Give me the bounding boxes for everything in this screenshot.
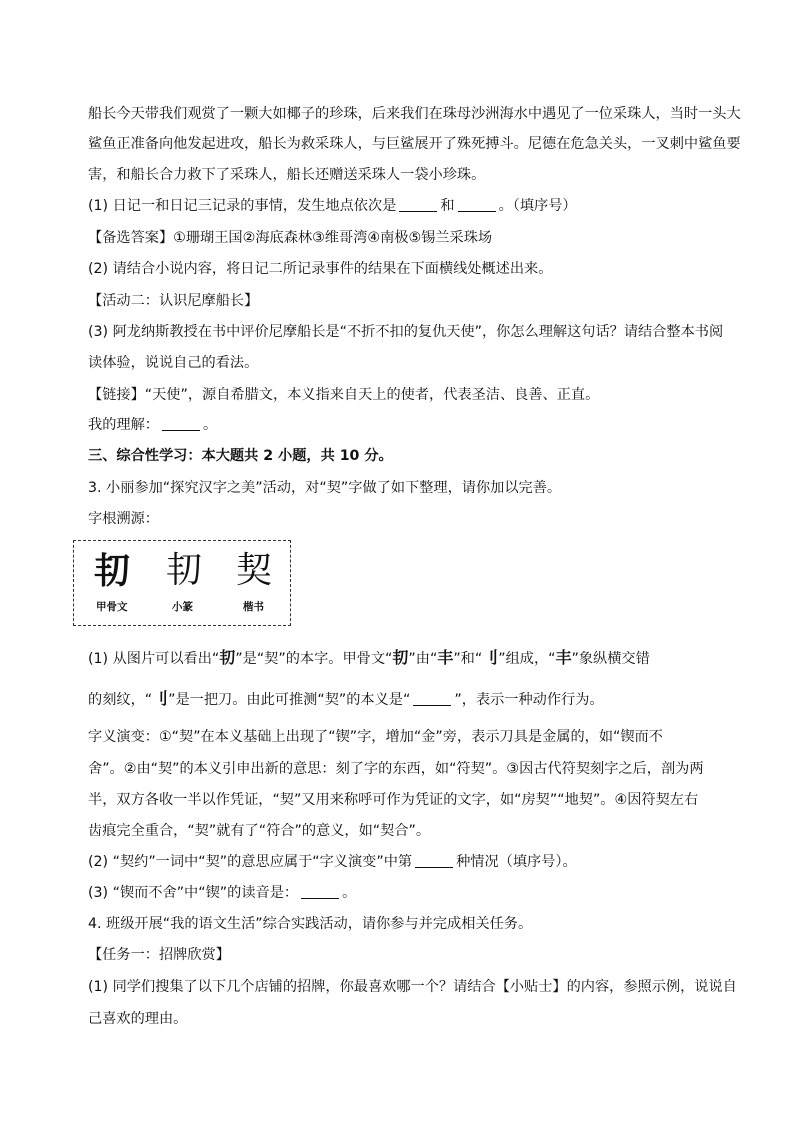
task-question: (1) 同学们搜集了以下几个店铺的招牌，你最喜欢哪一个？请结合【小贴士】的内容，参照示例，说说自 xyxy=(88,979,737,995)
ren-glyph: 㓞 xyxy=(219,648,236,667)
seal-caption: 小篆 xyxy=(172,601,193,613)
evolution-line: 半，双方各收一半以作凭证，“契”又用来称呼可作为凭证的文字，如“房契”“地契”。④因符契左右 xyxy=(88,792,699,808)
oracle-caption: 甲骨文 xyxy=(96,601,128,613)
evolution-line: 字义演变：①“契”在本义基础上出现了“锲”字，增加“金”旁，表示刀具是金属的，如“锲而不 xyxy=(88,729,663,745)
text: ”组成，“ xyxy=(498,651,556,667)
text: 种情况（填序号）。 xyxy=(456,854,577,870)
text-line: 船长今天带我们观赏了一颗大如椰子的珍珠，后来我们在珠母沙洲海水中遇见了一位采珠人，当时一头大 xyxy=(88,106,741,122)
text-line: 害，和船长合力救下了采珠人，船长还赠送采珠人一袋小珍珠。 xyxy=(88,167,486,183)
ren-glyph: 㓞 xyxy=(392,648,409,667)
question-1 xyxy=(88,196,577,216)
text: ”，表示一种动作行为。 xyxy=(454,692,604,708)
text: 。 xyxy=(342,885,357,901)
link-note: 【链接】“天使”，源自希腊文，本义指来自天上的使者，代表圣洁、良善、正直。 xyxy=(88,387,600,403)
text: (1) 从图片可以看出“ xyxy=(88,651,220,667)
part-2 xyxy=(88,852,577,872)
text: (3) “锲而不舍”中“锲”的读音是： xyxy=(88,885,299,901)
text: ”象纵横交错 xyxy=(571,651,650,667)
answer-blank[interactable] xyxy=(301,884,339,899)
question-2: (2) 请结合小说内容，将日记二所记录事件的结果在下面横线处概述出来。 xyxy=(88,261,553,277)
question-text: 。（填序号） xyxy=(498,198,577,214)
section-heading: 三、综合性学习：本大题共 2 小题，共 10 分。 xyxy=(88,448,393,464)
answer-blank[interactable] xyxy=(458,197,496,212)
text: (2) “契约”一词中“契”的意思应属于“字义演变”中第 xyxy=(88,854,413,870)
item-4: 4. 班级开展“我的语文生活”综合实践活动，请你参与并完成相关任务。 xyxy=(88,916,533,932)
text: ”由“ xyxy=(408,651,438,667)
part-3 xyxy=(88,883,356,903)
oracle-glyph: 㓞 xyxy=(94,550,131,592)
label: 我的理解： xyxy=(88,417,159,433)
feng-glyph: 丰 xyxy=(437,648,454,667)
answer-blank[interactable] xyxy=(413,691,451,706)
part-1-line-1 xyxy=(88,648,650,669)
text: ”和“ xyxy=(453,651,483,667)
dao-glyph: 刂 xyxy=(482,648,499,667)
text: ”是一把刀。由此可推测“契”的本义是“ xyxy=(168,692,411,708)
answer-blank[interactable] xyxy=(399,197,437,212)
task-heading: 【任务一：招牌欣赏】 xyxy=(88,947,230,963)
text-line: 鲨鱼正准备向他发起进攻，船长为救采珠人，与巨鲨展开了殊死搏斗。尼德在危急关头，一叉刺中鲨鱼要 xyxy=(88,136,741,152)
options-line: 【备选答案】①珊瑚王国②海底森林③维哥湾④南极⑤锡兰采珠场 xyxy=(88,230,493,246)
glyph-panel xyxy=(73,540,291,626)
question-text: (1) 日记一和日记三记录的事情，发生地点依次是 xyxy=(88,198,397,214)
evolution-line: 齿痕完全重合，“契”就有了“符合”的意义，如“契合”。 xyxy=(88,823,431,839)
task-question-cont: 己喜欢的理由。 xyxy=(88,1011,188,1027)
punct: 。 xyxy=(202,417,218,433)
my-understanding xyxy=(88,415,217,435)
question-3-cont: 读体验，说说自己的看法。 xyxy=(88,355,259,371)
text: ”是“契”的本字。甲骨文“ xyxy=(235,651,393,667)
activity-heading: 【活动二：认识尼摩船长】 xyxy=(88,293,259,309)
answer-blank[interactable] xyxy=(415,853,453,868)
dao-glyph: 刂 xyxy=(152,689,169,708)
item-3: 3. 小丽参加“探究汉字之美”活动，对“契”字做了如下整理，请你加以完善。 xyxy=(88,480,562,496)
seal-glyph: 㓞 xyxy=(166,550,203,591)
text: 的刻纹，“ xyxy=(88,692,153,708)
origin-label: 字根溯源： xyxy=(88,511,159,527)
question-text: 和 xyxy=(440,198,455,214)
evolution-line: 舍”。②由“契”的本义引申出新的意思：刻了字的东西，如“符契”。③因古代符契刻字之后，剖为两 xyxy=(88,761,704,777)
regular-caption: 楷书 xyxy=(243,601,264,613)
regular-glyph: 契 xyxy=(236,550,273,591)
answer-blank[interactable] xyxy=(162,416,200,431)
feng-glyph: 丰 xyxy=(555,648,572,667)
part-1-line-2 xyxy=(88,689,604,710)
question-3: (3) 阿龙纳斯教授在书中评价尼摩船长是“不折不扣的复仇天使”，你怎么理解这句话？请结合整本书阅 xyxy=(88,324,724,340)
